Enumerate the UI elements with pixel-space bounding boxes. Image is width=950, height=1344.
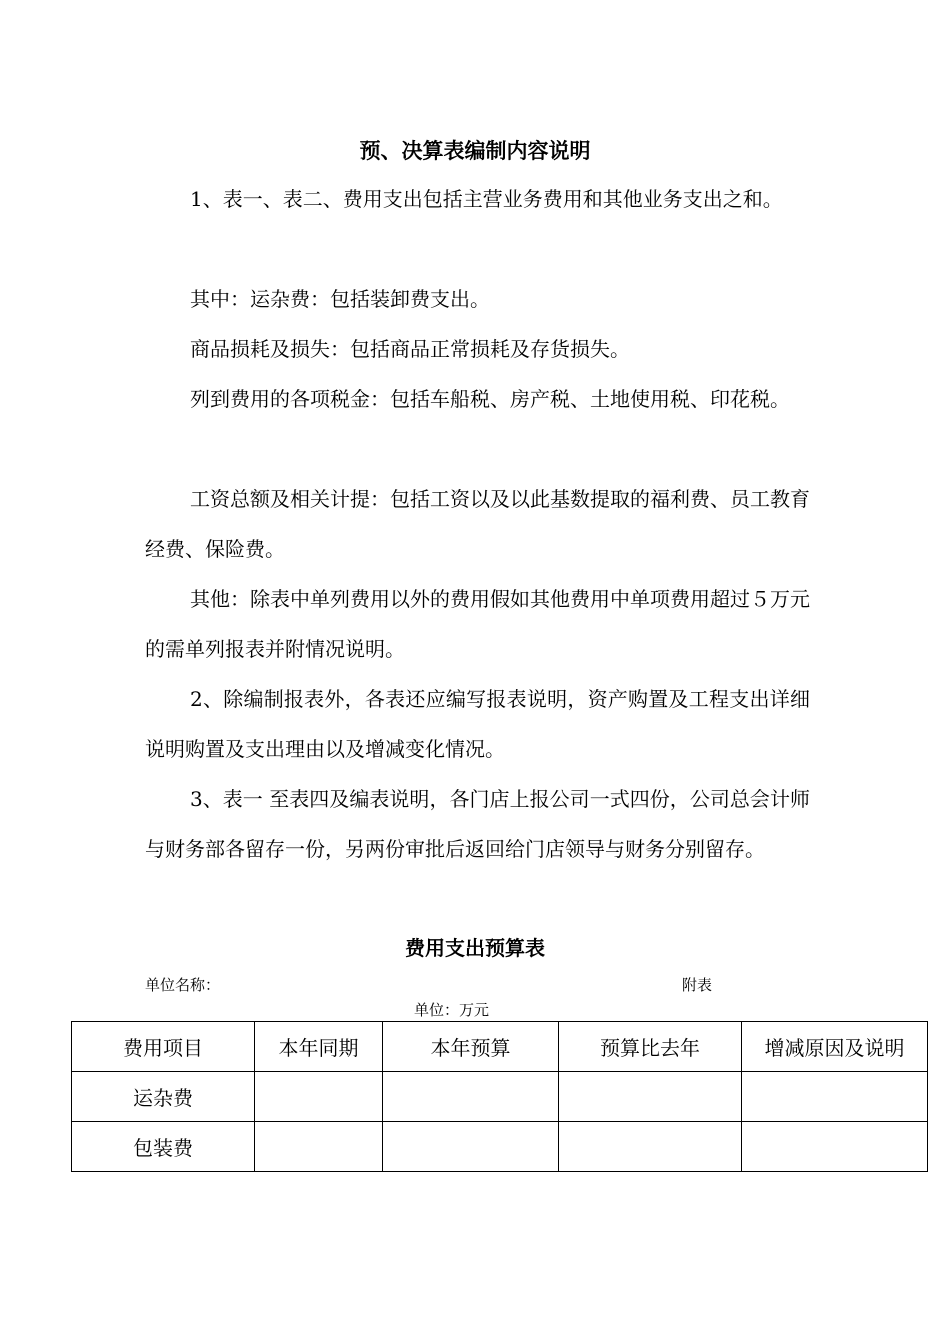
paragraph-8: 3、表一 至表四及编表说明，各门店上报公司一式四份，公司总会计师与财务部各留存一份，另两份审批后返回给门店领导与财务分别留存。 — [145, 787, 810, 861]
paragraph-3: 商品损耗及损失：包括商品正常损耗及存货损失。 — [190, 337, 630, 361]
attachment-label: 附表 — [682, 976, 713, 994]
table-cell: 运杂费 — [72, 1072, 255, 1122]
paragraph-5: 工资总额及相关计提：包括工资以及以此基数提取的福利费、员工教育经费、保险费。 — [145, 487, 810, 561]
paragraph-4: 列到费用的各项税金：包括车船税、房产税、土地使用税、印花税。 — [190, 387, 790, 411]
table-cell — [255, 1072, 383, 1122]
table-row — [72, 1072, 928, 1122]
table-cell: 包装费 — [72, 1122, 255, 1172]
header-cell: 费用项目 — [72, 1022, 255, 1072]
unit-name-label: 单位名称： — [145, 976, 221, 994]
paragraph-2: 其中：运杂费：包括装卸费支出。 — [190, 287, 490, 311]
table-title: 费用支出预算表 — [405, 936, 545, 960]
table-cell — [255, 1122, 383, 1172]
header-cell: 预算比去年 — [559, 1022, 742, 1072]
unit-label: 单位：万元 — [414, 1001, 490, 1019]
table-row — [72, 1122, 928, 1172]
table-cell — [559, 1072, 742, 1122]
paragraph-7: 2、除编制报表外，各表还应编写报表说明，资产购置及工程支出详细说明购置及支出理由以及增减变化情况。 — [145, 687, 810, 761]
table-cell — [559, 1122, 742, 1172]
table-cell — [383, 1072, 559, 1122]
budget-table — [71, 1021, 928, 1172]
table-cell — [383, 1122, 559, 1172]
header-cell: 本年预算 — [383, 1022, 559, 1072]
paragraph-6: 其他：除表中单列费用以外的费用假如其他费用中单项费用超过５万元的需单列报表并附情况说明。 — [145, 587, 810, 661]
header-cell: 本年同期 — [255, 1022, 383, 1072]
table-header-row — [72, 1022, 928, 1072]
paragraph-1: 1、表一、表二、费用支出包括主营业务费用和其他业务支出之和。 — [190, 187, 783, 211]
table-cell — [742, 1072, 928, 1122]
table-cell — [742, 1122, 928, 1172]
document-title: 预、决算表编制内容说明 — [359, 138, 591, 163]
header-cell: 增减原因及说明 — [742, 1022, 928, 1072]
